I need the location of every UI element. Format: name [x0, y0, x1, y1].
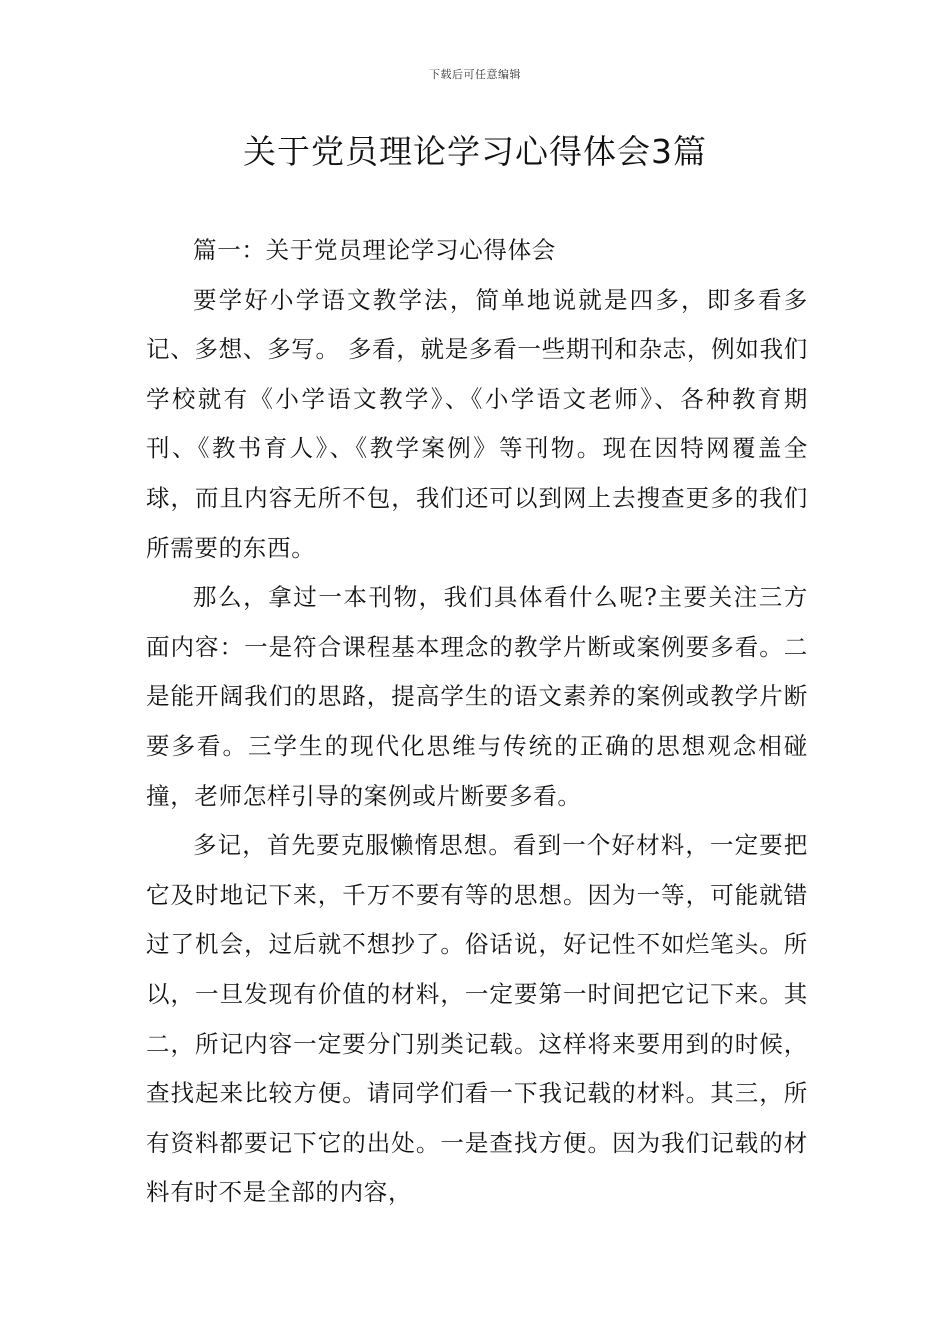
- paragraph-1: 要学好小学语文教学法，简单地说就是四多，即多看多记、多想、多写。 多看，就是多看一些期刊和杂志，例如我们学校就有《小学语文教学》、《小学语文老师》、各种教育期刊、《教书育人》、《教学案例》等刊物。现在因特网覆盖全球，而且内容无所不包，我们还可以到网上去搜查更多的我们所需要的东西。: [146, 285, 808, 562]
- document-body: [146, 226, 808, 1218]
- paragraph-2: 那么，拿过一本刊物，我们具体看什么呢?主要关注三方面内容：一是符合课程基本理念的教学片断或案例要多看。二是能开阔我们的思路，提高学生的语文素养的案例或教学片断要多看。三学生的现代化思维与传统的正确的思想观念相碰撞，老师怎样引导的案例或片断要多看。: [146, 583, 808, 810]
- section-heading: 篇一：关于党员理论学习心得体会: [193, 236, 556, 264]
- paragraph-3: 多记，首先要克服懒惰思想。看到一个好材料，一定要把它及时地记下来，千万不要有等的思想。因为一等，可能就错过了机会，过后就不想抄了。俗话说，好记性不如烂笔头。所以，一旦发现有价值的材料，一定要第一时间把它记下来。其二，所记内容一定要分门别类记载。这样将来要用到的时候，查找起来比较方便。请同学们看一下我记载的材料。其三，所有资料都要记下它的出处。一是查找方便。因为我们记载的材料有时不是全部的内容，: [146, 831, 808, 1207]
- document-title: 关于党员理论学习心得体会3篇: [243, 132, 707, 171]
- header-note: 下载后可任意编辑: [429, 68, 521, 81]
